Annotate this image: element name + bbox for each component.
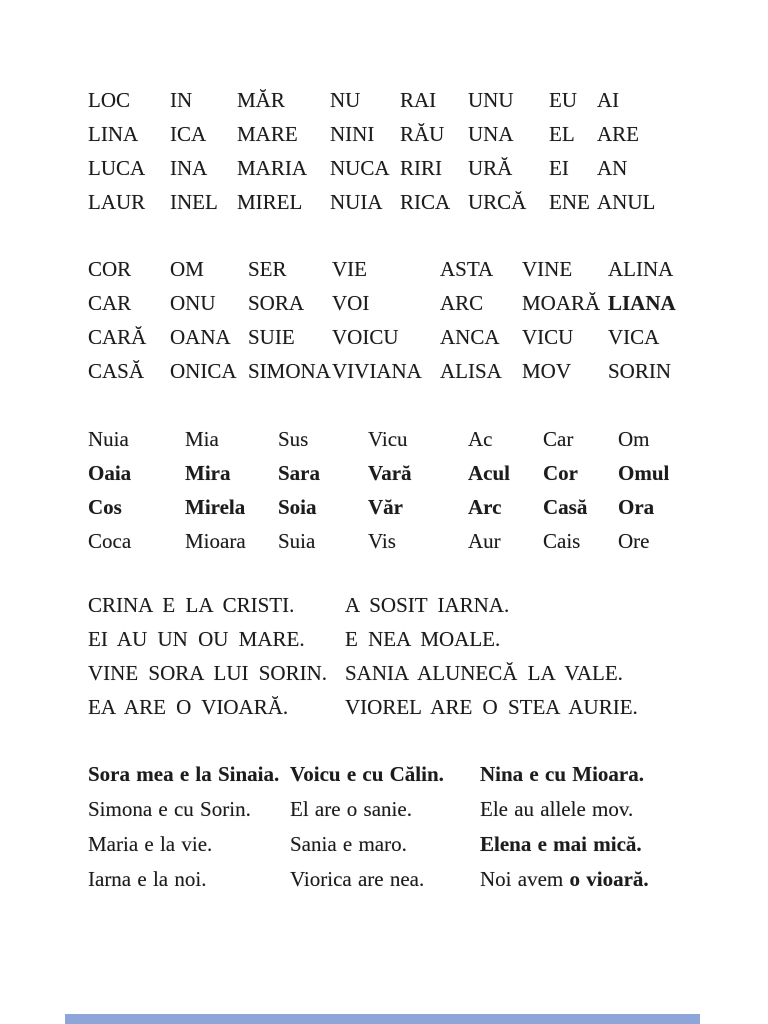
word-segment: MĂR <box>237 88 285 112</box>
word <box>440 286 483 320</box>
word-segment: LINA <box>88 122 139 146</box>
sentence-segment: A SOSIT IARNA. <box>345 593 510 617</box>
word <box>597 185 655 219</box>
word <box>543 422 573 456</box>
word <box>618 490 654 524</box>
word-segment: Acul <box>468 461 510 485</box>
word <box>248 320 295 354</box>
word <box>88 286 131 320</box>
word-segment: LAUR <box>88 190 146 214</box>
word-segment: Sara <box>278 461 320 485</box>
word-segment: SIMONA <box>248 359 331 383</box>
sentence-segment: Sora mea e la Sinaia. <box>88 762 280 786</box>
word <box>468 524 501 558</box>
word-segment: Oaia <box>88 461 132 485</box>
word-segment: Casă <box>543 495 588 519</box>
word <box>248 286 304 320</box>
sentence-segment: o vioară. <box>569 867 649 891</box>
word <box>468 490 501 524</box>
sentence <box>88 656 327 690</box>
word <box>248 354 331 388</box>
sentence <box>290 757 444 792</box>
word-segment: Mioara <box>185 529 246 553</box>
word <box>170 151 207 185</box>
word <box>440 354 502 388</box>
word <box>543 456 578 490</box>
word-segment: Ora <box>618 495 655 519</box>
word-segment: INEL <box>170 190 218 214</box>
word-segment: Soia <box>278 495 317 519</box>
word <box>237 83 285 117</box>
word <box>170 320 231 354</box>
word-segment: Cor <box>543 461 578 485</box>
word <box>549 117 575 151</box>
word-segment: OANA <box>170 325 231 349</box>
word-segment: AI <box>597 88 620 112</box>
word <box>185 422 219 456</box>
sentence <box>88 827 212 862</box>
word <box>278 524 315 558</box>
sentence <box>480 792 633 827</box>
word <box>170 83 192 117</box>
word <box>332 286 369 320</box>
word-segment: Sus <box>278 427 309 451</box>
word <box>468 422 493 456</box>
word-segment: LUCA <box>88 156 146 180</box>
word <box>330 185 383 219</box>
sentence-segment: Elena e mai mică. <box>480 832 642 856</box>
word <box>440 252 493 286</box>
word-segment: NUCA <box>330 156 390 180</box>
word-segment: ASTA <box>440 257 494 281</box>
word-segment: ALISA <box>440 359 502 383</box>
word <box>278 422 308 456</box>
word <box>468 185 526 219</box>
word <box>332 252 367 286</box>
word <box>88 83 130 117</box>
word-segment: MARE <box>237 122 298 146</box>
sentence-segment: Maria e la vie. <box>88 832 213 856</box>
word <box>88 456 131 490</box>
word-segment: ALINA <box>608 257 674 281</box>
word <box>597 151 627 185</box>
word-segment: VIVIANA <box>332 359 422 383</box>
word <box>278 490 317 524</box>
word <box>468 151 512 185</box>
word <box>608 320 659 354</box>
word <box>440 320 500 354</box>
word <box>237 151 307 185</box>
word-segment: SORA <box>248 291 305 315</box>
word-segment: COR <box>88 257 132 281</box>
sentence-segment: Ele au allele mov. <box>480 797 634 821</box>
word-segment: EI <box>549 156 569 180</box>
word <box>608 286 676 320</box>
word-segment: NINI <box>330 122 375 146</box>
word <box>88 117 138 151</box>
word-segment: Suia <box>278 529 316 553</box>
word <box>185 524 246 558</box>
word-segment: VINE <box>522 257 573 281</box>
word <box>522 252 572 286</box>
sentence <box>88 862 206 897</box>
word-segment: NU <box>330 88 361 112</box>
sentence-segment: EA ARE O VIOARĂ. <box>88 695 289 719</box>
sentence <box>290 862 424 897</box>
word-segment: NUIA <box>330 190 383 214</box>
sentence-segment: E NEA MOALE. <box>345 627 501 651</box>
word <box>332 320 399 354</box>
word-segment: ONICA <box>170 359 237 383</box>
word-segment: Omul <box>618 461 670 485</box>
word-segment: ANCA <box>440 325 500 349</box>
word <box>368 422 408 456</box>
word <box>170 286 216 320</box>
word <box>88 354 144 388</box>
word-segment: MOARĂ <box>522 291 601 315</box>
word-segment: Vicu <box>368 427 408 451</box>
sentence <box>88 757 279 792</box>
word-segment: Arc <box>468 495 502 519</box>
word <box>522 320 573 354</box>
word-segment: RICA <box>400 190 451 214</box>
sentence <box>88 588 294 622</box>
word-segment: IN <box>170 88 193 112</box>
sentence-segment: Simona e cu Sorin. <box>88 797 251 821</box>
word-segment: MOV <box>522 359 572 383</box>
word <box>522 286 600 320</box>
sentence <box>88 792 251 827</box>
word <box>468 456 510 490</box>
word-segment: RIRI <box>400 156 442 180</box>
sentence <box>345 690 638 724</box>
word <box>400 117 444 151</box>
word <box>368 524 396 558</box>
sentence-segment: Iarna e la noi. <box>88 867 207 891</box>
word <box>88 490 122 524</box>
word-segment: ARC <box>440 291 484 315</box>
word-segment: ONU <box>170 291 216 315</box>
word <box>332 354 422 388</box>
word-segment: SORIN <box>608 359 672 383</box>
sentence <box>345 622 500 656</box>
sentence-segment: SANIA ALUNECĂ LA VALE. <box>345 661 623 685</box>
word <box>248 252 287 286</box>
word-segment: Ac <box>468 427 493 451</box>
sentence <box>290 827 407 862</box>
word-segment: AN <box>597 156 628 180</box>
word <box>400 185 450 219</box>
sentence <box>290 792 412 827</box>
word <box>543 524 580 558</box>
word <box>400 83 436 117</box>
sentence <box>345 588 509 622</box>
word-segment: Aur <box>468 529 501 553</box>
word <box>549 151 569 185</box>
word-segment: MIREL <box>237 190 303 214</box>
word <box>368 490 403 524</box>
word-segment: UNU <box>468 88 514 112</box>
word-segment: VICA <box>608 325 660 349</box>
word-segment: OM <box>170 257 204 281</box>
word <box>549 185 590 219</box>
word-segment: VIE <box>332 257 367 281</box>
word <box>170 117 206 151</box>
word-segment: Nuia <box>88 427 129 451</box>
word-segment: ICA <box>170 122 207 146</box>
sentence-segment: Sania e maro. <box>290 832 407 856</box>
word <box>330 117 374 151</box>
sentence <box>88 690 288 724</box>
word-segment: ENE <box>549 190 590 214</box>
sentence <box>480 757 644 792</box>
sentence-segment: VIOREL ARE O STEA AURIE. <box>345 695 638 719</box>
word <box>549 83 577 117</box>
word-segment: Coca <box>88 529 132 553</box>
word-segment: LOC <box>88 88 130 112</box>
sentence-segment: Viorica are nea. <box>290 867 425 891</box>
word-segment: Om <box>618 427 650 451</box>
word <box>368 456 412 490</box>
word <box>170 185 218 219</box>
word <box>597 117 639 151</box>
sentence-segment: Noi avem <box>480 867 570 891</box>
word-segment: EU <box>549 88 577 112</box>
word <box>330 83 360 117</box>
word-segment: URĂ <box>468 156 513 180</box>
word <box>88 151 145 185</box>
word <box>278 456 320 490</box>
word <box>543 490 587 524</box>
sentence-segment: Voicu e cu Călin. <box>290 762 444 786</box>
word-segment: Mira <box>185 461 231 485</box>
word-segment: Mirela <box>185 495 246 519</box>
word-segment: Văr <box>368 495 403 519</box>
word-segment: UNA <box>468 122 514 146</box>
word-segment: CASĂ <box>88 359 145 383</box>
word <box>237 185 302 219</box>
word-segment: RĂU <box>400 122 445 146</box>
word <box>88 185 145 219</box>
word-segment: SUIE <box>248 325 295 349</box>
word-segment: SER <box>248 257 287 281</box>
word-segment: VICU <box>522 325 574 349</box>
word <box>468 83 514 117</box>
word <box>170 252 204 286</box>
word <box>88 422 129 456</box>
sentence-segment: EI AU UN OU MARE. <box>88 627 305 651</box>
word <box>185 456 230 490</box>
word-segment: Mia <box>185 427 219 451</box>
word-segment: Vară <box>368 461 412 485</box>
word <box>185 490 245 524</box>
sentence-segment: CRINA E LA CRISTI. <box>88 593 295 617</box>
word-segment: VOICU <box>332 325 399 349</box>
word <box>522 354 571 388</box>
word <box>400 151 442 185</box>
word-segment: INA <box>170 156 208 180</box>
word <box>618 524 649 558</box>
word-segment: Car <box>543 427 574 451</box>
word-segment: URCĂ <box>468 190 527 214</box>
word <box>618 422 650 456</box>
sentence-segment: El are o sanie. <box>290 797 412 821</box>
sentence <box>480 827 642 862</box>
word <box>597 83 619 117</box>
word <box>618 456 669 490</box>
word <box>330 151 390 185</box>
word-segment: ARE <box>597 122 639 146</box>
word-segment: EL <box>549 122 575 146</box>
sentence-segment: VINE SORA LUI SORIN. <box>88 661 328 685</box>
sentence <box>88 622 305 656</box>
sentence <box>345 656 623 690</box>
word <box>88 320 146 354</box>
word-segment: CAR <box>88 291 132 315</box>
sentence-segment: Nina e cu Mioara. <box>480 762 644 786</box>
word <box>608 354 671 388</box>
word-segment: ANUL <box>597 190 656 214</box>
word <box>237 117 298 151</box>
word-segment: VOI <box>332 291 370 315</box>
word-segment: MARIA <box>237 156 308 180</box>
word <box>88 252 131 286</box>
word <box>170 354 237 388</box>
word-segment: RAI <box>400 88 437 112</box>
footer-scan-bar <box>65 1014 700 1024</box>
word-segment: Cos <box>88 495 122 519</box>
word-segment: Vis <box>368 529 396 553</box>
word-segment: CARĂ <box>88 325 147 349</box>
word-segment: Cais <box>543 529 581 553</box>
word-segment: LIANA <box>608 291 676 315</box>
sentence <box>480 862 649 897</box>
word <box>608 252 673 286</box>
word <box>88 524 131 558</box>
word-segment: Ore <box>618 529 650 553</box>
word <box>468 117 514 151</box>
